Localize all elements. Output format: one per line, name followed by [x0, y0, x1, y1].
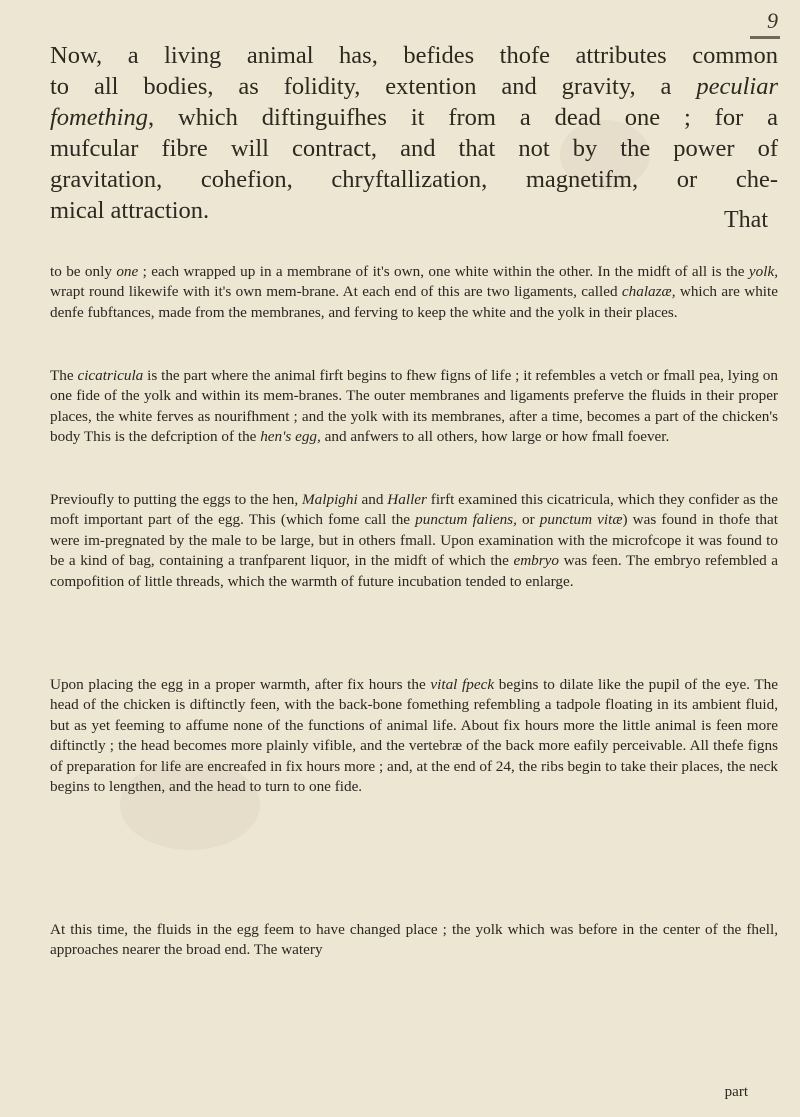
- note-text-run: firft examined this cicatricula, which they confider as the moft important part of the egg. This (which fome call the: [50, 491, 778, 529]
- lead-line-italic: fomething: [50, 104, 148, 131]
- note-italic-run: vital fpeck: [430, 676, 495, 693]
- note-italic-run: punctum vitæ: [539, 511, 623, 529]
- note-text-run: At this time, the fluids in the egg feem to have changed place ; the yolk which was before in the center of the fhell, approaches nearer the broad end. The watery: [50, 921, 778, 959]
- lead-line: [50, 71, 778, 102]
- lead-line: [50, 102, 778, 133]
- note-text: [50, 366, 778, 448]
- note-text-run: was feen. The embryo refembled a compofition of little threads, which the warmth of future incubation tended to enlarge.: [50, 552, 778, 590]
- lead-line-text: mufcular fibre will contract, and that not by the power of: [50, 135, 778, 162]
- note-italic-run: chalazæ,: [621, 283, 676, 301]
- note-italic-run: Malpighi: [302, 491, 358, 508]
- note-text-run: Previoufly to putting the eggs to the hen,: [50, 491, 303, 508]
- note-italic-run: punctum faliens,: [415, 511, 517, 529]
- note-italic-run: one: [116, 263, 139, 280]
- lead-line-text: , which diftinguifhes it from a dead one ; for a: [148, 104, 778, 131]
- note-italic-run: embryo: [513, 552, 560, 570]
- page-number: 9: [767, 8, 778, 33]
- lead-line-text: Now, a living animal has, befides thofe attributes common: [50, 42, 778, 69]
- note-italic-run: yolk,: [748, 263, 778, 280]
- note-text: [50, 262, 778, 323]
- note-text-run: Upon placing the egg in a proper warmth, after fix hours the: [50, 676, 431, 693]
- lead-line-text: mical attraction.: [50, 197, 210, 224]
- note-text-run: ) was found in thofe that were im-pregnated by the male to be large, but in others fmall. Upon examination with the microfcope it was found to be a kind of bag, containing a tranfparent liquor, in the midft of which the: [50, 511, 778, 570]
- lead-line-text: to all bodies, as folidity, extention and gravity, a: [50, 73, 697, 100]
- note-paragraph: [50, 675, 778, 797]
- lead-paragraph: [50, 40, 778, 226]
- note-text-run: ; each wrapped up in a membrane of it's own, one white within the other. In the midft of all is the: [138, 263, 749, 280]
- note-italic-run: Haller: [387, 491, 427, 508]
- note-text-run: is the part where the animal firft begins to fhew figns of life ; it refembles a vetch or fmall pea, lying on one fide of the yolk and within its mem-branes. The outer membranes and ligaments preferve the fluids in their proper places, the white ferves as nourifhment ; and the yolk with its membranes, after a time, becomes a part of the chicken's body This is the defcription of the: [50, 367, 778, 446]
- page-number-rule: [750, 36, 780, 39]
- note-text: [50, 675, 778, 797]
- note-italic-run: cicatricula: [77, 367, 144, 384]
- catchword-bottom: part: [724, 1084, 748, 1100]
- note-paragraph: [50, 366, 778, 448]
- note-text-run: and: [357, 491, 388, 508]
- note-text-run: to be only: [50, 263, 117, 280]
- lead-line: [50, 164, 778, 195]
- note-paragraph: [50, 490, 778, 592]
- note-text: [50, 920, 778, 961]
- note-paragraph: [50, 920, 778, 961]
- note-text-run: and anfwers to all others, how large or how fmall foever.: [320, 428, 670, 446]
- lead-line: [50, 40, 778, 71]
- note-text: [50, 490, 778, 592]
- note-italic-run: hen's egg,: [260, 428, 321, 446]
- lead-line: [50, 133, 778, 164]
- note-text-run: The: [50, 367, 78, 384]
- note-text-run: wrapt round likewife with it's own mem-brane. At each end of this are two ligaments, called: [50, 283, 622, 301]
- note-text-run: begins to dilate like the pupil of the eye. The head of the chicken is diftinctly feen, with the back-bone fomething refembling a tadpole floating in its ambient fluid, but as yet feeming to affume none of the functions of animal life. About fix hours more the little animal is feen more diftinctly ; the head becomes more plainly vifible, and the vertebræ of the back more eafily perceivable. All thefe figns of preparation for life are encreafed in fix hours more ; and, at the end of 24, the ribs begin to take their places, the neck begins to lengthen, and the head to turn to one fide.: [50, 676, 778, 796]
- lead-line-text: gravitation, cohefion, chryftallization, magnetifm, or che-: [50, 166, 778, 193]
- note-paragraph: [50, 262, 778, 323]
- note-text-run: which are white denfe fubftances, made from the membranes, and ferving to keep the white and the yolk in their places.: [50, 283, 778, 321]
- catchword-top: That: [724, 207, 768, 233]
- note-text-run: or: [516, 511, 540, 529]
- lead-line-italic: peculiar: [696, 73, 778, 100]
- lead-line: [50, 195, 778, 226]
